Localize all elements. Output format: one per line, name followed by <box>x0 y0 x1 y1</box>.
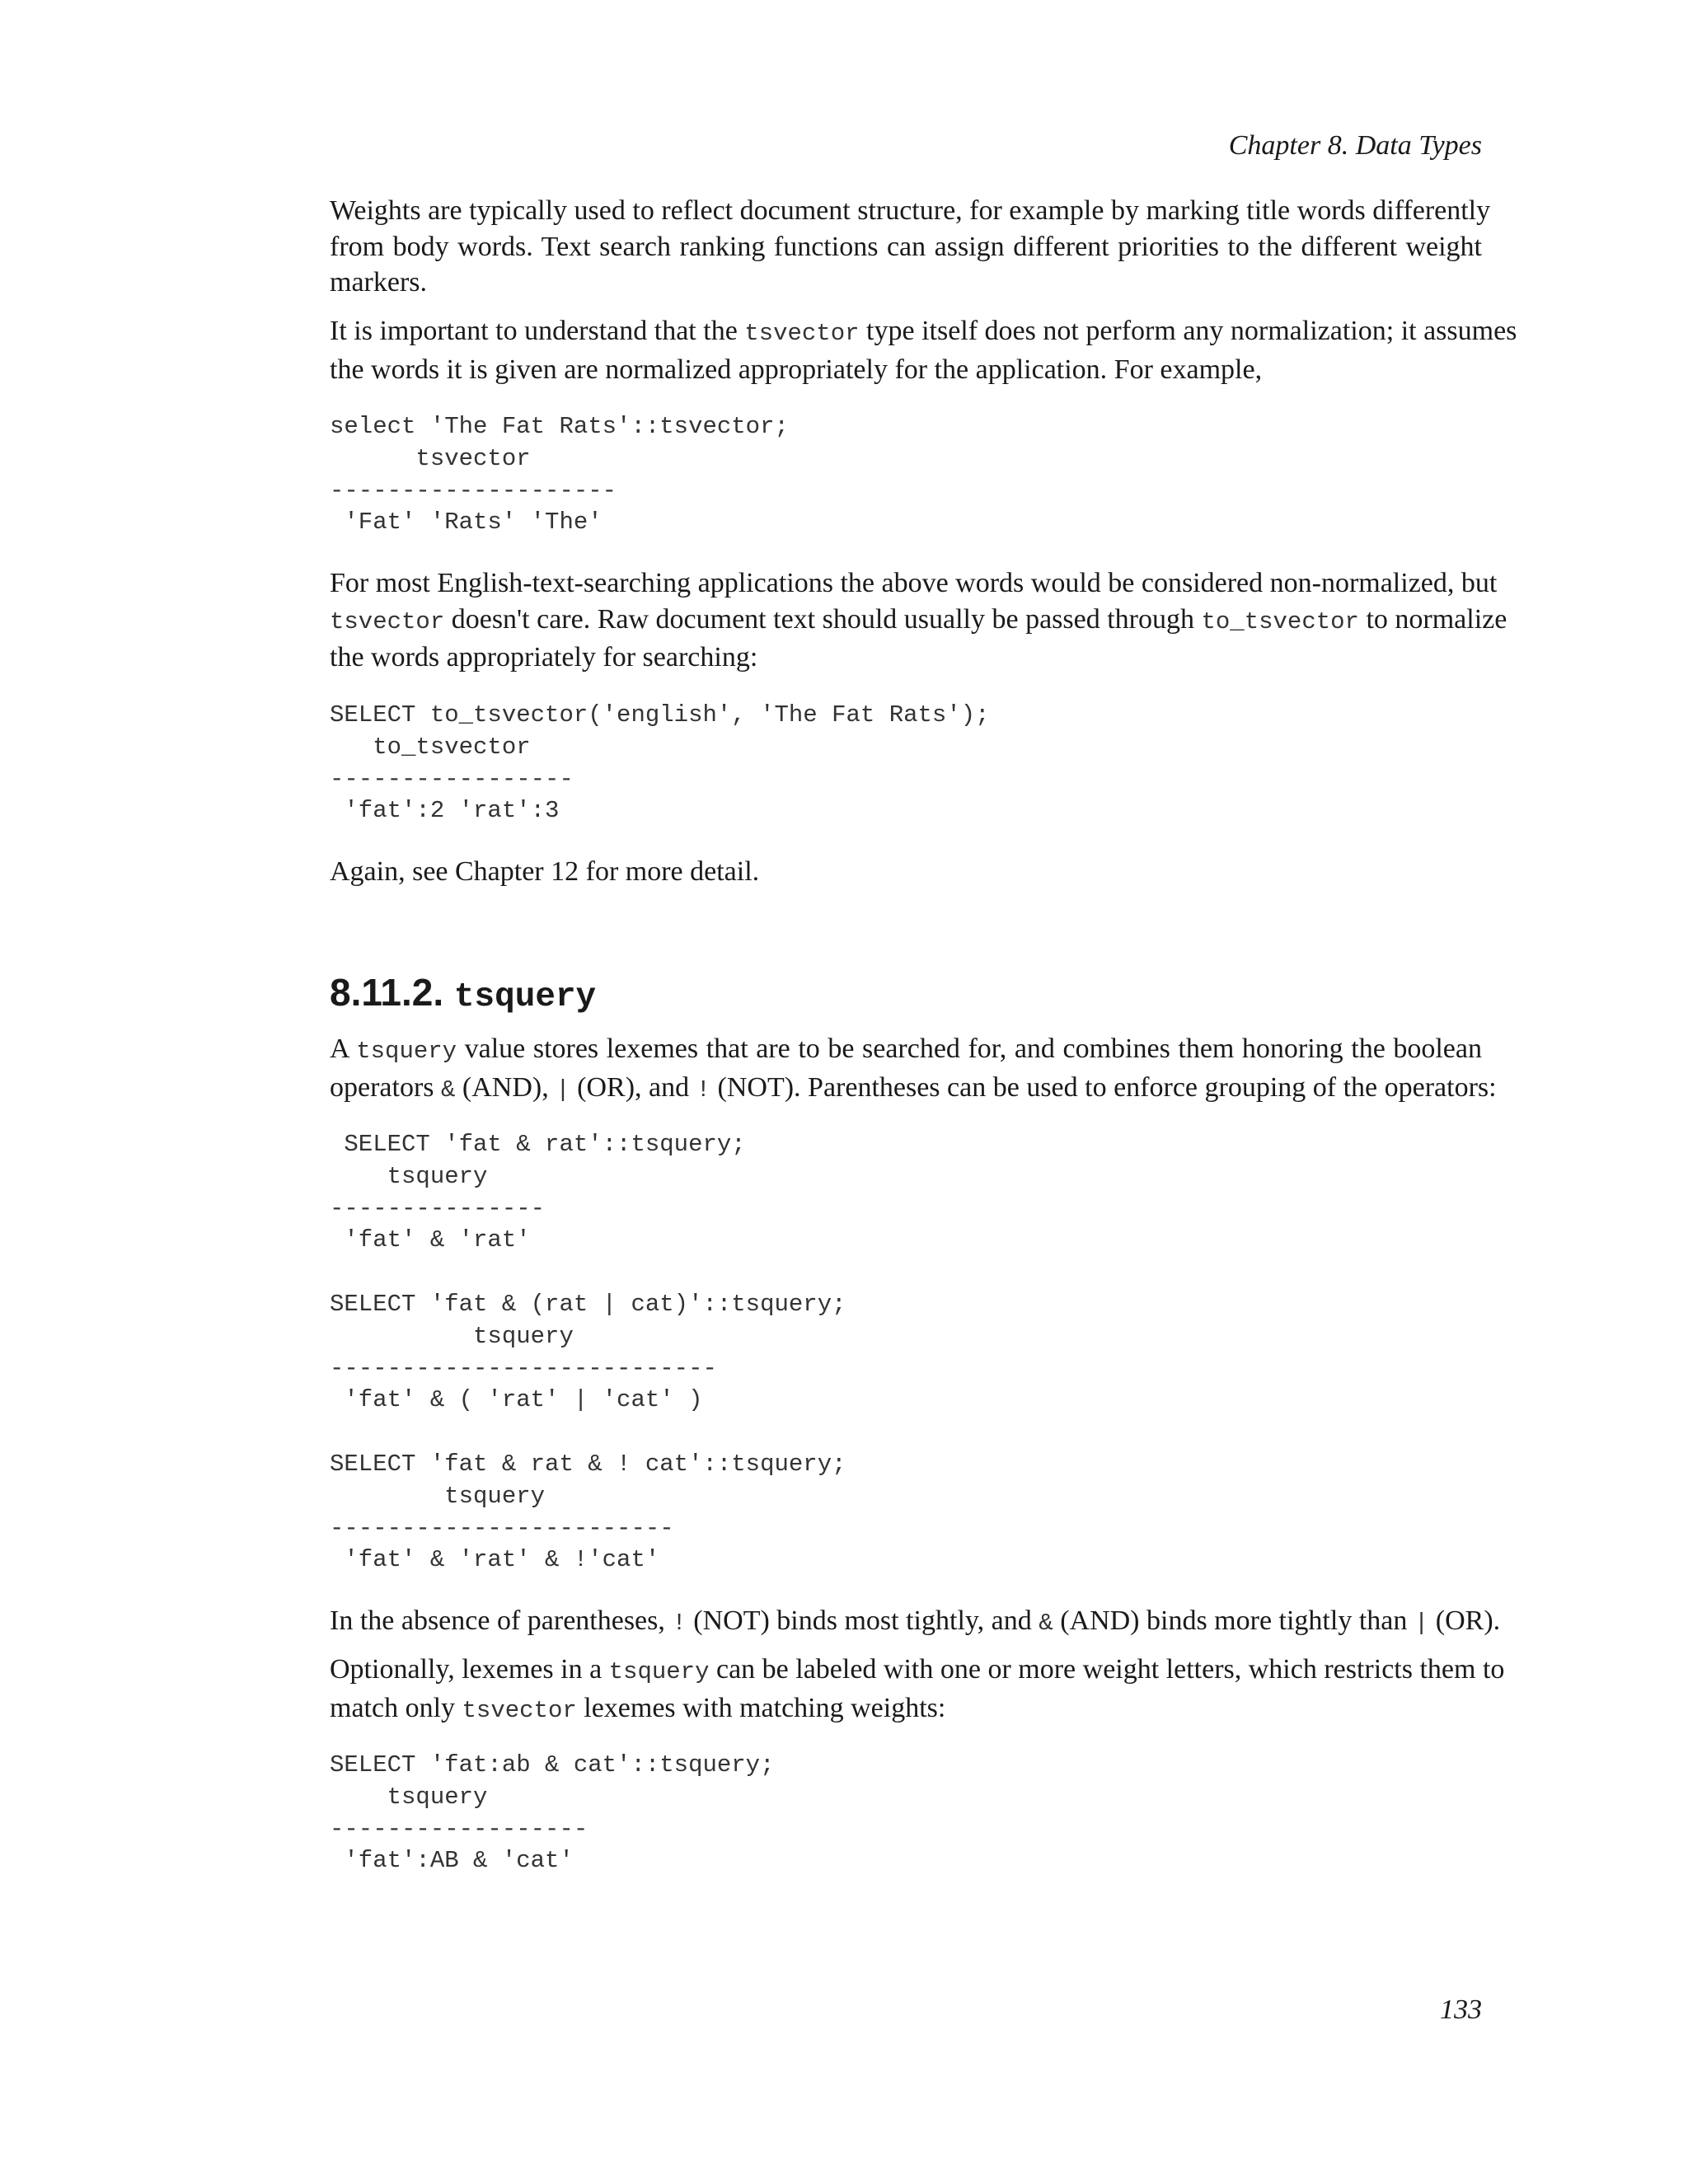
section-heading <box>330 969 596 1020</box>
inline-code: ! <box>672 1610 687 1637</box>
text-line: match only tsvector lexemes with matching weights: <box>330 1692 946 1724</box>
paragraph-operator-precedence <box>330 1603 1501 1642</box>
section-number: 8.11.2. <box>330 971 444 1014</box>
inline-code: | <box>556 1076 570 1104</box>
inline-code: & <box>441 1076 456 1104</box>
inline-code: ! <box>696 1076 711 1104</box>
paragraph-weights <box>330 193 1491 301</box>
section-title: tsquery <box>453 978 597 1016</box>
code-example-tsvector: select 'The Fat Rats'::tsvector; tsvector -------------------- 'Fat' 'Rats' 'The' <box>330 413 789 537</box>
code-example-to-tsvector: SELECT to_tsvector('english', 'The Fat Rats'); to_tsvector ----------------- 'fat':2 'rat':3 <box>330 701 990 825</box>
inline-code: tsvector <box>462 1696 577 1724</box>
text-line: tsvector doesn't care. Raw document text should usually be passed through to_tsvector to normalize <box>330 603 1507 635</box>
code-example-weights: SELECT 'fat:ab & cat'::tsquery; tsquery ------------------ 'fat':AB & 'cat' <box>330 1751 775 1875</box>
code-example-tsquery: SELECT 'fat & rat'::tsquery; tsquery --------------- 'fat' & 'rat' SELECT 'fat & (rat | cat)'::tsquery; tsquery --------------------------- 'fat' & ( 'rat' | 'cat' ) SELECT 'fat & rat & ! cat'::tsquery; tsquery ------------------------ 'fat' & 'rat' & !'cat' <box>330 1131 846 1574</box>
document-page <box>330 0 1517 2184</box>
paragraph-see-chapter <box>330 854 1482 890</box>
inline-code: tsvector <box>330 607 445 635</box>
paragraph-english-text <box>330 565 1507 676</box>
text-line: It is important to understand that the tsvector type itself does not perform any normalization; it assumes <box>330 316 1517 347</box>
inline-code: & <box>1039 1610 1053 1637</box>
inline-code: tsvector <box>744 320 860 347</box>
text-line: the words it is given are normalized appropriately for the application. For example, <box>330 354 1263 385</box>
inline-code: tsquery <box>356 1038 457 1065</box>
text-line: operators & (AND), | (OR), and ! (NOT). Parentheses can be used to enforce grouping of the operators: <box>330 1071 1497 1104</box>
text-line: from body words. Text search ranking functions can assign different priorities to the different weight <box>330 231 1482 262</box>
inline-code: tsquery <box>608 1658 710 1685</box>
text-line: Weights are typically used to reflect document structure, for example by marking title words differently <box>330 195 1491 226</box>
page-number: 133 <box>1440 1994 1482 2025</box>
paragraph-normalization <box>330 313 1517 387</box>
text-line: Optionally, lexemes in a tsquery can be labeled with one or more weight letters, which restricts them to <box>330 1654 1505 1685</box>
text-line: For most English-text-searching applications the above words would be considered non-normalized, but <box>330 568 1498 598</box>
running-header: Chapter 8. Data Types <box>1228 130 1482 161</box>
paragraph-weight-labels <box>330 1652 1505 1728</box>
text-line: Again, see Chapter 12 for more detail. <box>330 856 760 887</box>
text-line: A tsquery value stores lexemes that are to be searched for, and combines them honoring the boolean <box>330 1033 1482 1065</box>
text-line: In the absence of parentheses, ! (NOT) binds most tightly, and & (AND) binds more tightly than | (OR). <box>330 1605 1501 1637</box>
inline-code: to_tsvector <box>1201 607 1359 635</box>
paragraph-tsquery-intro <box>330 1031 1497 1108</box>
text-line: the words appropriately for searching: <box>330 642 758 673</box>
inline-code: | <box>1414 1610 1429 1637</box>
text-line: markers. <box>330 267 428 298</box>
